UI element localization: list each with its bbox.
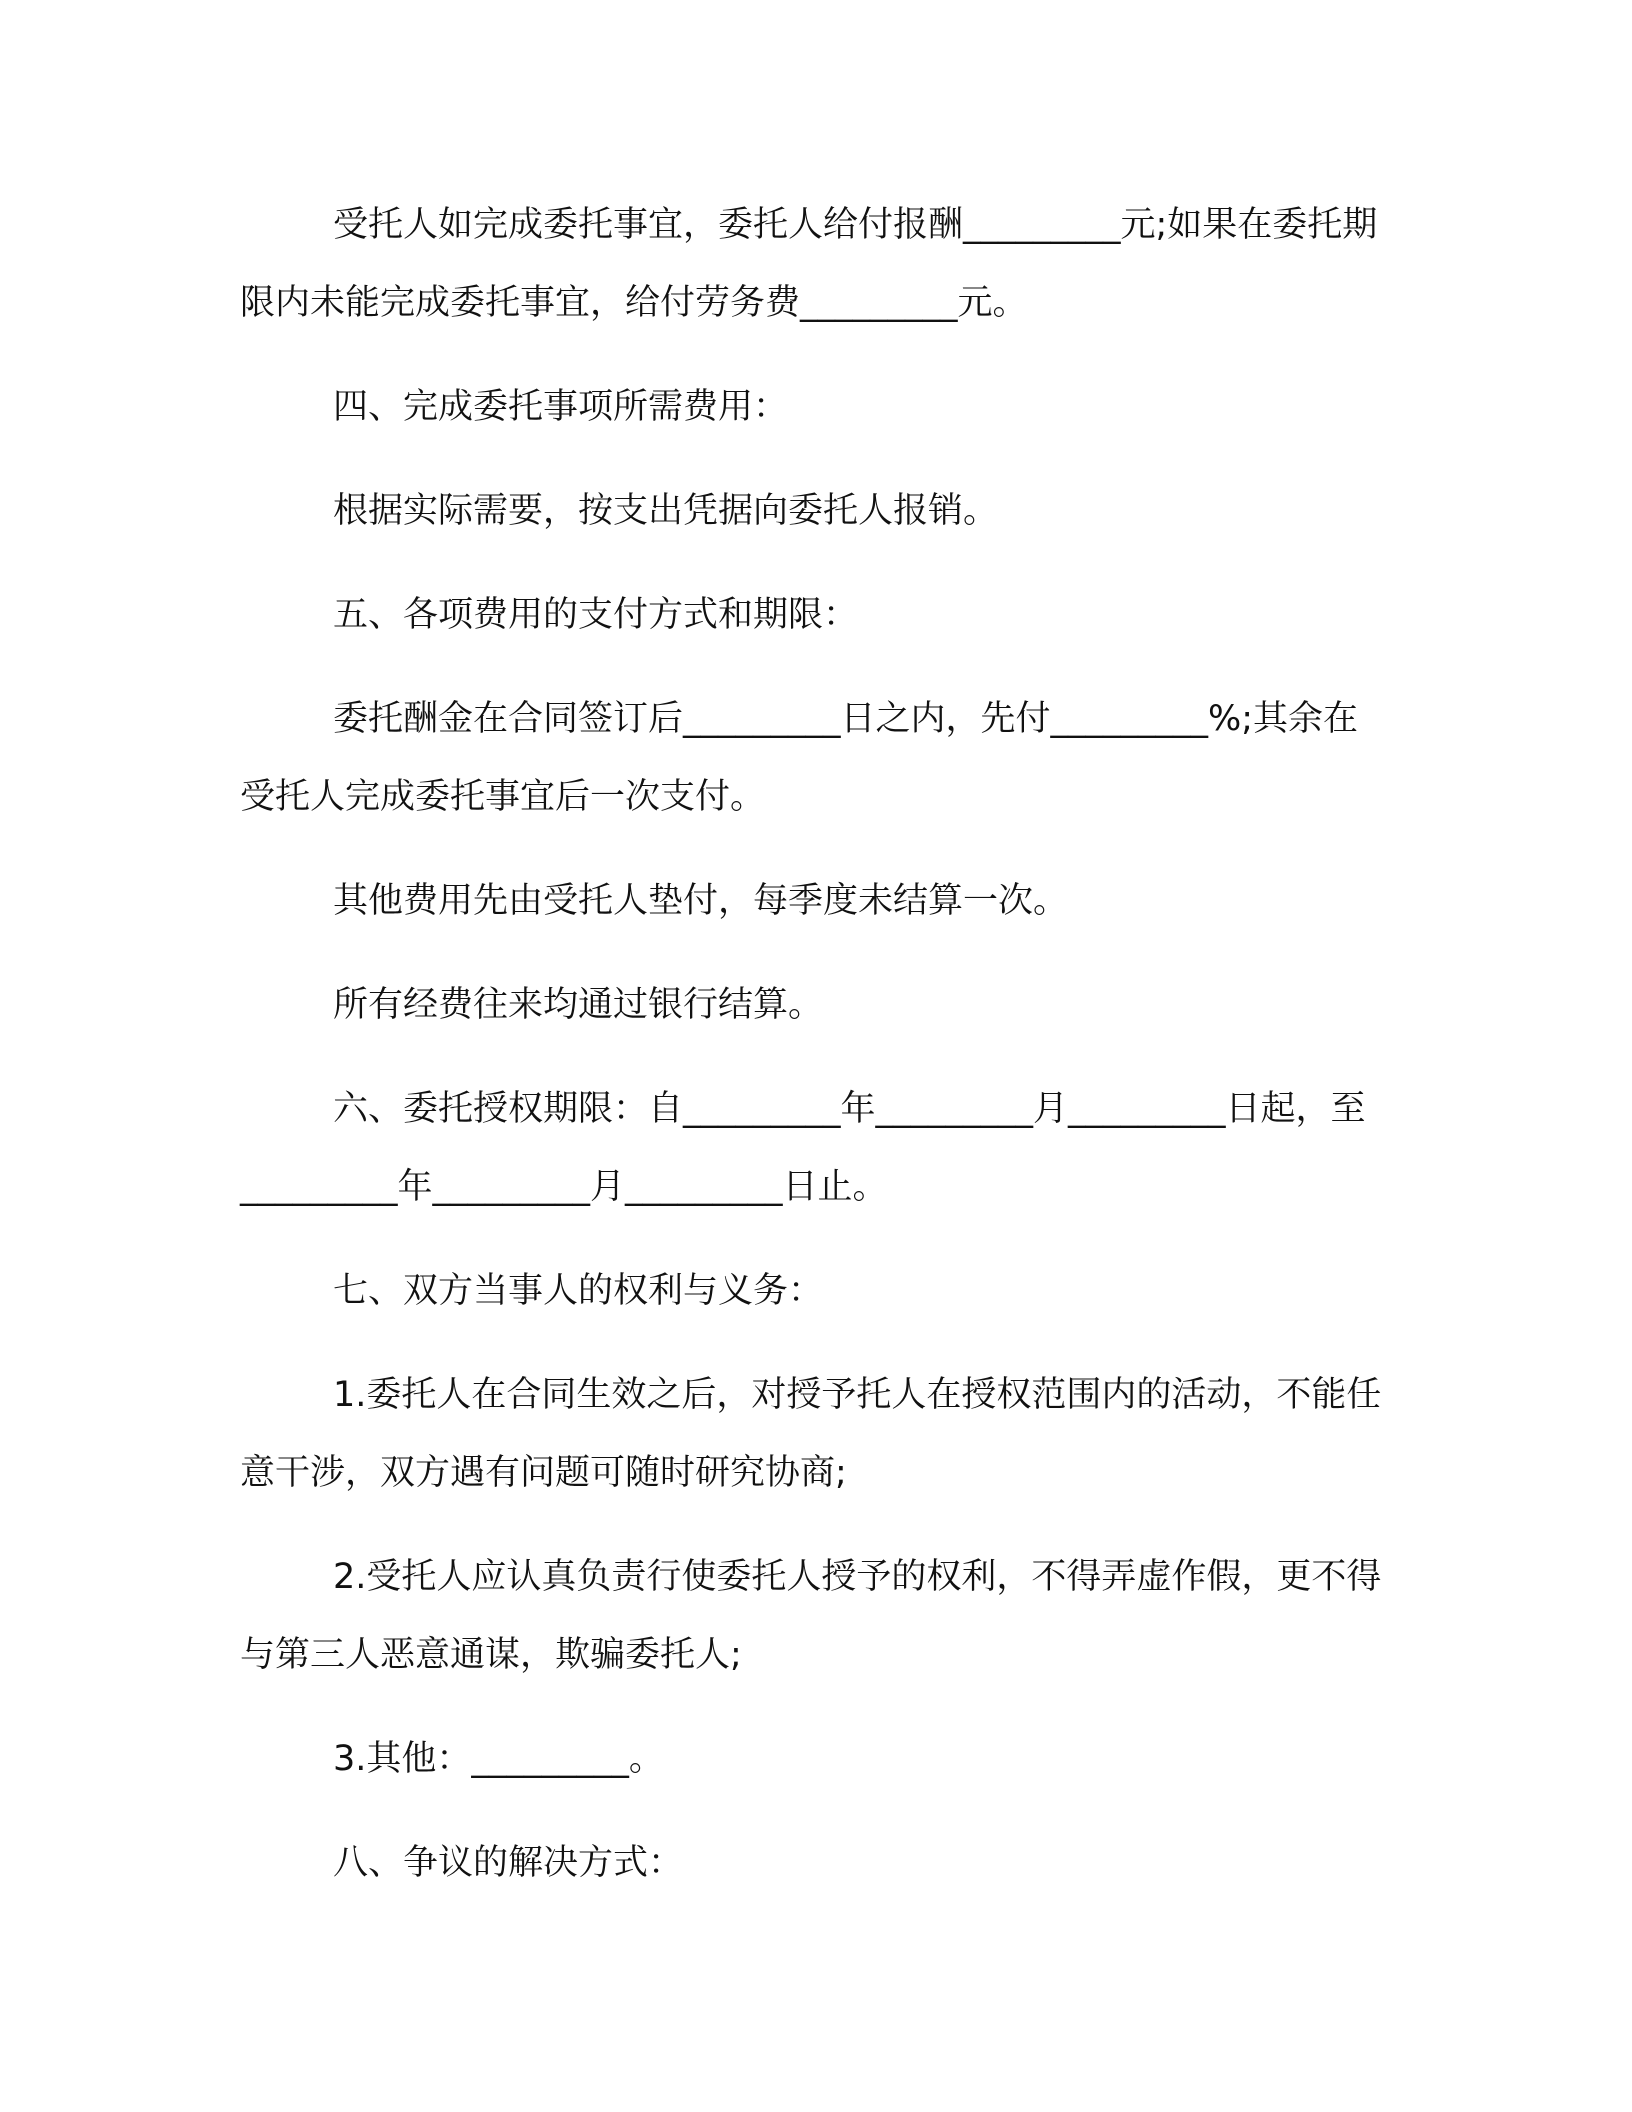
paragraph-right-1: 1.委托人在合同生效之后，对授予托人在授权范围内的活动，不能任意干涉，双方遇有问题可随时研究协商; <box>240 1375 1382 1493</box>
document-body <box>240 186 1390 1902</box>
paragraph-expense-reimbursement: 根据实际需要，按支出凭据向委托人报销。 <box>333 491 999 531</box>
heading-section-7: 七、双方当事人的权利与义务： <box>333 1271 824 1311</box>
paragraph-authorization-period: 六、委托授权期限：自_________年_________月_________日起，至_________年_________月_________日止。 <box>240 1089 1366 1207</box>
paragraph-payment-terms: 委托酬金在合同签订后_________日之内，先付_________%;其余在受托人完成委托事宜后一次支付。 <box>240 699 1359 817</box>
heading-section-4: 四、完成委托事项所需费用： <box>333 387 789 427</box>
heading-section-8: 八、争议的解决方式： <box>333 1843 684 1883</box>
paragraph-remuneration: 受托人如完成委托事宜，委托人给付报酬_________元;如果在委托期限内未能完成委托事宜，给付劳务费_________元。 <box>240 205 1378 323</box>
heading-section-5: 五、各项费用的支付方式和期限： <box>333 595 859 635</box>
paragraph-bank-settlement: 所有经费往来均通过银行结算。 <box>333 985 824 1025</box>
paragraph-other-expenses: 其他费用先由受托人垫付，每季度未结算一次。 <box>333 881 1069 921</box>
paragraph-right-2: 2.受托人应认真负责行使委托人授予的权利，不得弄虚作假，更不得与第三人恶意通谋，欺骗委托人; <box>240 1557 1382 1675</box>
paragraph-right-3: 3.其他：_________。 <box>333 1739 664 1779</box>
